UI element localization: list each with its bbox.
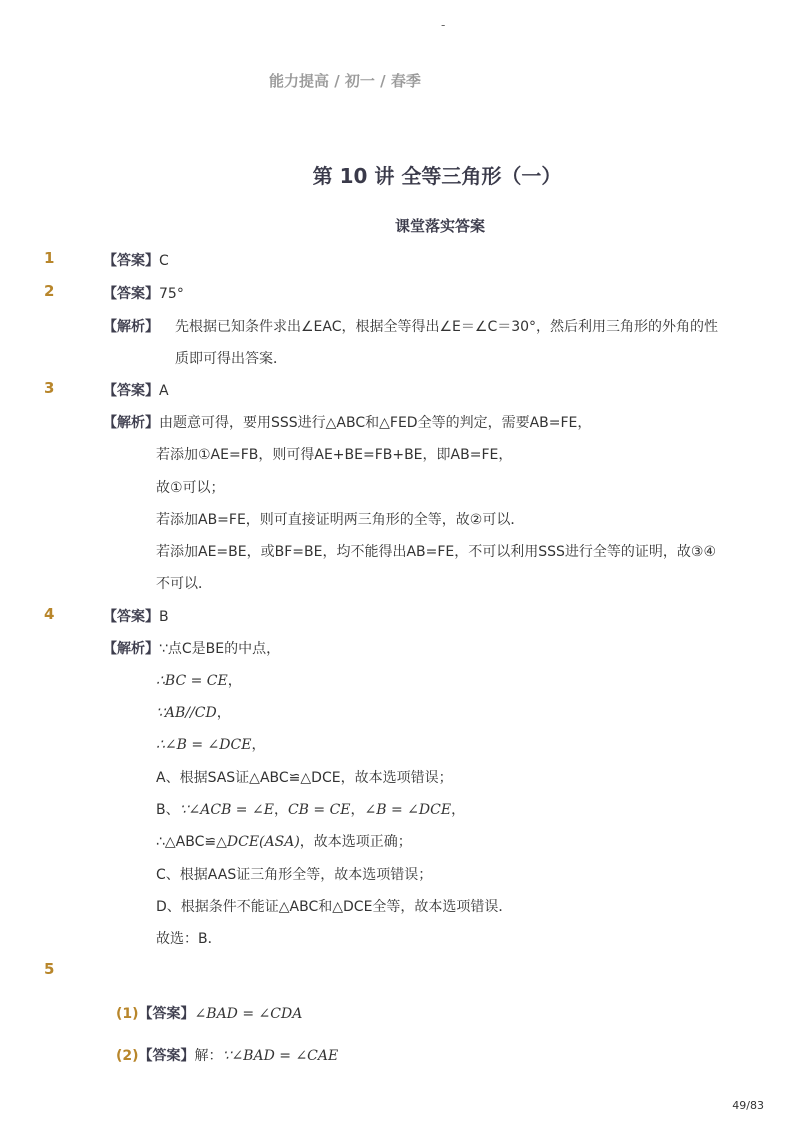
option-prefix: B、 [156,802,180,818]
analysis-label: 【解析】 [103,319,159,335]
math-expression: ∴∠B = ∠DCE [156,737,252,753]
math-expression: ∵∠BAD = ∠CAE [222,1048,339,1064]
q4-analysis-line: ∵点C是BE的中点， [159,641,281,657]
math-expression: ∠B = ∠DCE [364,802,452,818]
q3-analysis-first [103,412,591,432]
q3-answer-row [103,380,169,400]
q4-choice: 故选：B． [156,931,222,947]
answer-label: 【答案】 [103,383,159,399]
answer-label: 【答案】 [138,1048,195,1064]
comma: ， [251,737,266,753]
math-expression: ∵AB//CD [156,705,217,721]
comma: ， [350,802,365,818]
page-title: 第 10 讲 全等三角形（一） [312,164,562,188]
answer-label: 【答案】 [103,253,159,269]
q3-analysis-line: 若添加AB=FE，则可直接证明两三角形的全等，故②可以． [156,512,525,528]
q3-analysis-line: 若添加AE=BE，或BF=BE，均不能得出AB=FE，不可以利用SSS进行全等的证明，故③④ [156,544,717,560]
q4-option-d: D、根据条件不能证△ABC和△DCE全等，故本选项错误． [156,899,513,915]
q4-option-b-conclusion [156,831,412,851]
q4-option-b [156,799,465,819]
sub-question-number: (1) [116,1006,139,1022]
conclusion-suffix: ，故本选项正确； [299,834,412,850]
q1-answer: C [159,253,169,269]
comma: ， [273,802,288,818]
math-expression: ∴BC = CE [156,673,228,689]
q2-answer: 75° [159,286,184,302]
question-number-2: 2 [44,282,55,300]
q3-analysis-line: 故①可以； [156,480,225,496]
q4-math-line [156,670,242,690]
q2-analysis-line: 先根据已知条件求出∠EAC，根据全等得出∠E＝∠C＝30°，然后利用三角形的外角的性 [175,319,719,335]
q4-option-c: C、根据AAS证三角形全等，故本选项错误； [156,867,433,883]
math-expression: DCE(ASA) [226,834,300,850]
q2-answer-row [103,283,184,303]
comma: ， [451,802,466,818]
top-mark: - [441,18,446,32]
comma: ， [216,705,231,721]
conclusion-prefix: ∴△ABC≌△ [156,834,227,850]
q5-sub1-row [116,1003,302,1023]
q1-answer-row [103,250,169,270]
question-number-4: 4 [44,605,55,623]
question-number-1: 1 [44,249,55,267]
math-expression: ∠BAD = ∠CDA [194,1006,303,1022]
q4-math-line [156,734,265,754]
q3-analysis-line: 若添加①AE=FB，则可得AE+BE=FB+BE，即AB=FE， [156,447,513,463]
sub-question-number: (2) [116,1048,139,1064]
analysis-label: 【解析】 [103,415,159,431]
q3-answer: A [159,383,169,399]
q4-answer: B [159,609,169,625]
q2-analysis-line: 质即可得出答案． [175,351,287,367]
solution-prefix: 解： [194,1048,223,1064]
math-expression: ∵∠ACB = ∠E [179,802,274,818]
question-number-3: 3 [44,379,55,397]
q4-math-line [156,702,231,722]
math-expression: CB = CE [287,802,351,818]
q3-analysis-line: 不可以． [156,576,212,592]
q4-analysis-first [103,638,280,658]
breadcrumb-header: 能力提高 / 初一 / 春季 [269,72,421,90]
q4-answer-row [103,606,169,626]
answer-label: 【答案】 [103,609,159,625]
comma: ， [227,673,242,689]
page-number: 49/83 [732,1099,764,1112]
q3-analysis-line: 由题意可得，要用SSS进行△ABC和△FED全等的判定，需要AB=FE， [159,415,592,431]
q4-option-a: A、根据SAS证△ABC≌△DCE，故本选项错误； [156,770,453,786]
q5-sub2-row [116,1045,338,1065]
analysis-label: 【解析】 [103,641,159,657]
answer-label: 【答案】 [103,286,159,302]
answer-label: 【答案】 [138,1006,195,1022]
section-subtitle: 课堂落实答案 [394,217,485,235]
question-number-5: 5 [44,960,55,978]
